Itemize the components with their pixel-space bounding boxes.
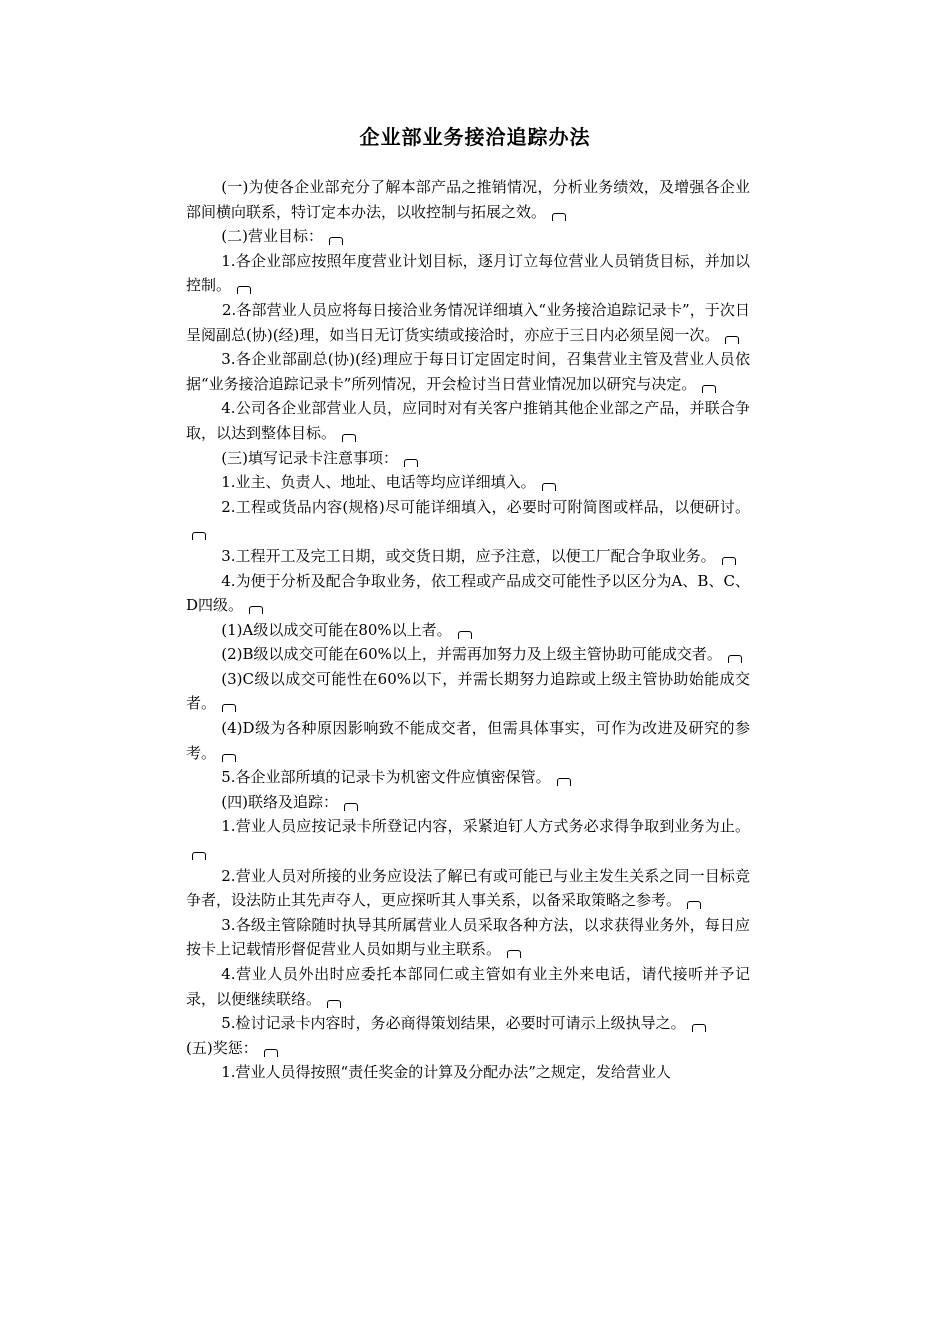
paragraph-mark-icon: [542, 483, 556, 491]
paragraph-mark-icon: [249, 606, 263, 614]
section-heading: (四)联络及追踪：: [186, 790, 750, 815]
paragraph-mark-icon: [192, 532, 206, 540]
paragraph: 5.各企业部所填的记录卡为机密文件应慎密保管。: [186, 765, 750, 790]
paragraph-mark-icon: [404, 459, 418, 467]
paragraph-mark-icon: [222, 704, 236, 712]
paragraph-mark-icon: [692, 1024, 706, 1032]
paragraph: 1.业主、负责人、地址、电话等均应详细填入。: [186, 470, 750, 495]
paragraph: 5.检讨记录卡内容时，务必商得策划结果，必要时可请示上级执导之。: [186, 1011, 750, 1036]
paragraph: 3.各企业部副总(协)(经)理应于每日订定固定时间，召集营业主管及营业人员依据“业务接洽追踪记录卡”所列情况，开会检讨当日营业情况加以研究与决定。: [186, 350, 750, 393]
paragraph: 4.公司各企业部营业人员，应同时对有关客户推销其他企业部之产品，并联合争取，以达到整体目标。: [186, 399, 750, 442]
paragraph-mark-icon: [725, 336, 739, 344]
paragraph: (4)D级为各种原因影响致不能成交者，但需具体事实，可作为改进及研究的参考。: [186, 719, 750, 762]
paragraph-mark-icon: [458, 631, 472, 639]
paragraph: 1.各企业部应按照年度营业计划目标，逐月订立每位营业人员销货目标，并加以控制。: [186, 251, 750, 295]
paragraph: 1.营业人员得按照“责任奖金的计算及分配办法”之规定，发给营业人: [221, 1063, 671, 1082]
section-heading: (五)奖惩：: [186, 1036, 750, 1061]
paragraph-mark-icon: [344, 803, 358, 811]
paragraph-mark-icon: [327, 1000, 341, 1008]
paragraph-mark-icon: [552, 213, 566, 221]
paragraph-mark-icon: [557, 778, 571, 786]
paragraph-mark-icon: [237, 286, 251, 294]
paragraph-mark-icon: [507, 950, 521, 958]
paragraph-mark-icon: [687, 901, 701, 909]
paragraph: (3)C级以成交可能性在60%以下，并需长期努力追踪或上级主管协助始能成交者。: [186, 669, 750, 713]
paragraph: 3.工程开工及完工日期，或交货日期，应予注意，以便工厂配合争取业务。: [186, 544, 750, 569]
paragraph: (1)A级以成交可能在80%以上者。: [186, 618, 750, 643]
paragraph-mark-icon: [728, 655, 742, 663]
paragraph-mark-icon: [342, 434, 356, 442]
paragraph: 2.营业人员对所接的业务应设法了解已有或可能已与业主发生关系之同一目标竞争者，设法防止其先声夺人，更应探听其人事关系，以备采取策略之参考。: [186, 866, 750, 910]
paragraph-mark-icon: [722, 557, 736, 565]
section-heading: (三)填写记录卡注意事项：: [186, 446, 750, 471]
paragraph-mark-icon: [329, 237, 343, 245]
paragraph: 4.营业人员外出时应委托本部同仁或主管如有业主外来电话，请代接听并予记录，以便继续联络。: [186, 965, 750, 1008]
paragraph: (一)为使各企业部充分了解本部产品之推销情况，分析业务绩效，及增强各企业部间横向联系，特订定本办法，以收控制与拓展之效。: [186, 178, 750, 221]
document-title: 企业部业务接洽追踪办法: [359, 125, 591, 149]
paragraph-mark-icon: [222, 754, 236, 762]
document-body: [186, 175, 750, 1085]
paragraph-mark-icon: [192, 852, 206, 860]
paragraph: (2)B级以成交可能在60%以上，并需再加努力及上级主管协助可能成交者。: [186, 642, 750, 667]
paragraph-mark-icon: [264, 1049, 278, 1057]
paragraph-mark-icon: [702, 385, 716, 393]
paragraph: 2.工程或货品内容(规格)尽可能详细填入，必要时可附简图或样品，以便研讨。: [186, 495, 750, 544]
paragraph: 3.各级主管除随时执导其所属营业人员采取各种方法，以求获得业务外，每日应按卡上记载情形督促营业人员如期与业主联系。: [186, 915, 750, 959]
paragraph: 4.为便于分析及配合争取业务，依工程或产品成交可能性予以区分为A、B、C、D四级。: [186, 571, 750, 615]
section-heading: (二)营业目标：: [186, 224, 750, 249]
paragraph: 1.营业人员应按记录卡所登记内容，采紧迫钉人方式务必求得争取到业务为止。: [186, 814, 750, 863]
paragraph: 2.各部营业人员应将每日接洽业务情况详细填入“业务接洽追踪记录卡”，于次日呈阅副总(协)(经)理，如当日无订货实绩或接洽时，亦应于三日内必须呈阅一次。: [186, 300, 750, 344]
